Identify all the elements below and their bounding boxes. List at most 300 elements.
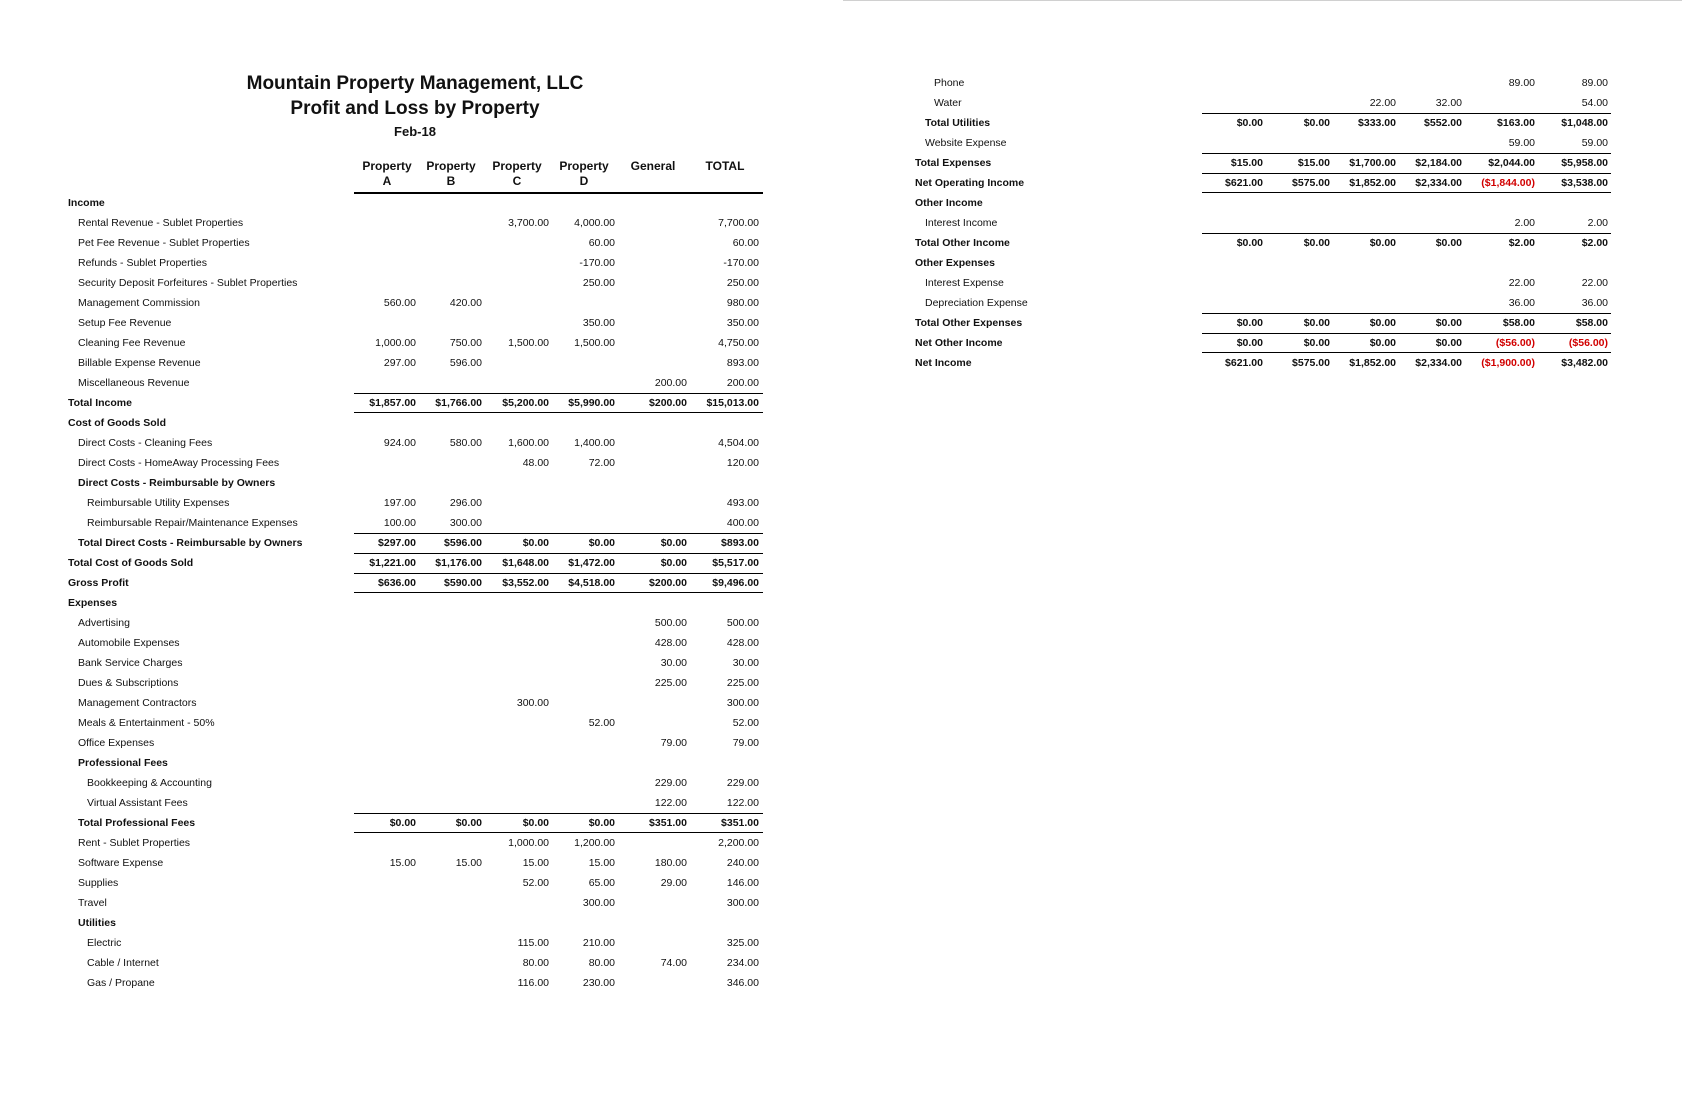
row-value-col-6: 146.00	[726, 877, 759, 889]
report-row	[68, 953, 768, 973]
column-header-line2: D	[579, 174, 589, 188]
row-label: Website Expense	[925, 137, 1007, 149]
row-value-col-6: 250.00	[726, 277, 759, 289]
row-label: Total Expenses	[915, 157, 992, 169]
row-label: Supplies	[78, 877, 119, 889]
row-label: Total Direct Costs - Reimbursable by Owners	[78, 537, 303, 549]
row-value-col-5: 89.00	[1508, 77, 1535, 89]
report-row	[68, 493, 768, 513]
row-label: Rent - Sublet Properties	[78, 837, 191, 849]
report-row	[68, 733, 768, 753]
subtotal-rule	[354, 533, 763, 534]
row-label: Direct Costs - HomeAway Processing Fees	[78, 457, 280, 469]
report-row	[915, 73, 1615, 93]
row-value-col-4: 4,000.00	[574, 217, 615, 229]
row-value-col-1: $297.00	[378, 537, 416, 549]
row-value-col-4: $1,472.00	[568, 557, 615, 569]
row-label: Bookkeeping & Accounting	[87, 777, 212, 789]
row-label: Rental Revenue - Sublet Properties	[78, 217, 244, 229]
row-value-col-6: 79.00	[732, 737, 759, 749]
column-header-line1: Property	[559, 159, 609, 173]
row-value-col-4: $0.00	[1435, 237, 1462, 249]
row-value-col-1: $0.00	[1236, 317, 1263, 329]
column-header-line2: TOTAL	[705, 159, 745, 173]
row-label: Professional Fees	[78, 757, 168, 769]
report-row	[68, 413, 768, 433]
report-row	[68, 453, 768, 473]
row-label: Total Utilities	[925, 117, 991, 129]
row-value-col-4: 1,400.00	[574, 437, 615, 449]
report-row	[68, 253, 768, 273]
column-header-property-a	[356, 159, 418, 189]
row-value-col-6: 980.00	[726, 297, 759, 309]
row-value-col-6: $5,958.00	[1561, 157, 1608, 169]
row-value-col-5: 122.00	[654, 797, 687, 809]
row-value-col-4: 65.00	[588, 877, 615, 889]
row-label: Gas / Propane	[87, 977, 155, 989]
row-label: Utilities	[78, 917, 116, 929]
row-value-col-3: 300.00	[516, 697, 549, 709]
row-value-col-3: $5,200.00	[502, 397, 549, 409]
row-label: Expenses	[68, 597, 118, 609]
report-row	[915, 313, 1615, 333]
row-value-col-3: $0.00	[1369, 237, 1396, 249]
report-row	[915, 153, 1615, 173]
row-label: Total Income	[68, 397, 132, 409]
row-value-col-6: 893.00	[726, 357, 759, 369]
column-header-line2: General	[630, 159, 676, 173]
row-value-col-6: $351.00	[721, 817, 759, 829]
report-row	[68, 193, 768, 213]
row-value-col-4: 15.00	[588, 857, 615, 869]
row-value-col-4: 230.00	[582, 977, 615, 989]
row-label: Office Expenses	[78, 737, 155, 749]
row-value-col-3: 52.00	[522, 877, 549, 889]
row-value-col-2: $0.00	[1303, 117, 1330, 129]
row-value-col-6: 225.00	[726, 677, 759, 689]
row-value-col-2: $575.00	[1292, 357, 1330, 369]
row-value-col-3: 116.00	[517, 977, 549, 989]
column-header-line1: Property	[492, 159, 542, 173]
row-value-col-6: 60.00	[732, 237, 759, 249]
report-row	[68, 753, 768, 773]
column-header-general	[620, 159, 686, 174]
row-value-col-5: ($1,900.00)	[1481, 357, 1535, 369]
row-value-col-4: 80.00	[588, 957, 615, 969]
report-row	[915, 113, 1615, 133]
row-value-col-5: 36.00	[1508, 297, 1535, 309]
report-row	[68, 533, 768, 553]
row-value-col-6: 4,504.00	[718, 437, 759, 449]
row-label: Meals & Entertainment - 50%	[78, 717, 215, 729]
row-value-col-3: $3,552.00	[502, 577, 549, 589]
row-value-col-2: 296.00	[449, 497, 482, 509]
row-value-col-4: $0.00	[588, 537, 615, 549]
row-value-col-2: 580.00	[449, 437, 482, 449]
subtotal-rule	[354, 573, 763, 574]
row-value-col-2: $0.00	[1303, 317, 1330, 329]
report-row	[68, 613, 768, 633]
row-value-col-5: 200.00	[654, 377, 687, 389]
row-value-col-4: 60.00	[588, 237, 615, 249]
row-value-col-3: $0.00	[522, 537, 549, 549]
row-value-col-1: $621.00	[1225, 177, 1263, 189]
row-value-col-4: $552.00	[1424, 117, 1462, 129]
row-value-col-5: 229.00	[654, 777, 687, 789]
row-value-col-6: 350.00	[726, 317, 759, 329]
row-label: Other Income	[915, 197, 983, 209]
row-value-col-6: 2,200.00	[718, 837, 759, 849]
row-value-col-6: 89.00	[1581, 77, 1608, 89]
report-row	[915, 233, 1615, 253]
report-period: Feb-18	[394, 124, 436, 139]
row-label: Other Expenses	[915, 257, 995, 269]
row-value-col-6: 346.00	[726, 977, 759, 989]
row-value-col-5: $0.00	[660, 537, 687, 549]
row-label: Billable Expense Revenue	[78, 357, 201, 369]
subtotal-rule	[1202, 313, 1611, 314]
row-value-col-6: 7,700.00	[718, 217, 759, 229]
report-row	[68, 693, 768, 713]
row-value-col-6: 300.00	[726, 697, 759, 709]
row-value-col-3: 115.00	[517, 937, 549, 949]
row-label: Total Cost of Goods Sold	[68, 557, 194, 569]
row-value-col-6: 493.00	[726, 497, 759, 509]
row-label: Total Other Income	[915, 237, 1010, 249]
row-value-col-3: $1,852.00	[1349, 177, 1396, 189]
report-row	[915, 353, 1615, 373]
report-row	[68, 913, 768, 933]
row-value-col-1: $15.00	[1230, 157, 1263, 169]
row-value-col-6: $3,538.00	[1561, 177, 1608, 189]
report-row	[915, 93, 1615, 113]
row-value-col-2: $15.00	[1297, 157, 1330, 169]
report-title: Profit and Loss by Property	[290, 98, 540, 119]
report-row	[68, 433, 768, 453]
column-header-property-b	[420, 159, 482, 189]
row-value-col-4: 52.00	[588, 717, 615, 729]
report-row	[68, 293, 768, 313]
row-value-col-6: 52.00	[732, 717, 759, 729]
row-value-col-5: 59.00	[1508, 137, 1535, 149]
report-row	[915, 333, 1615, 353]
row-value-col-5: $2,044.00	[1488, 157, 1535, 169]
row-value-col-6: $58.00	[1575, 317, 1608, 329]
report-row	[68, 873, 768, 893]
report-row	[915, 193, 1615, 213]
row-value-col-2: $1,176.00	[435, 557, 482, 569]
report-row	[68, 653, 768, 673]
subtotal-rule	[354, 393, 763, 394]
row-value-col-6: 400.00	[726, 517, 759, 529]
row-value-col-6: 22.00	[1581, 277, 1608, 289]
row-value-col-6: 4,750.00	[718, 337, 759, 349]
row-value-col-5: 500.00	[654, 617, 687, 629]
report-row	[68, 473, 768, 493]
row-label: Interest Expense	[925, 277, 1004, 289]
row-value-col-1: 100.00	[383, 517, 416, 529]
row-value-col-3: $0.00	[1369, 317, 1396, 329]
subtotal-rule	[1202, 173, 1611, 174]
row-value-col-5: 29.00	[660, 877, 687, 889]
column-header-line2: B	[446, 174, 456, 188]
row-value-col-4: 32.00	[1435, 97, 1462, 109]
row-value-col-4: 72.00	[588, 457, 615, 469]
row-value-col-5: 2.00	[1514, 217, 1535, 229]
report-row	[68, 573, 768, 593]
row-value-col-1: 15.00	[389, 857, 416, 869]
row-value-col-5: $0.00	[660, 557, 687, 569]
report-row	[68, 373, 768, 393]
row-label: Management Commission	[78, 297, 200, 309]
row-value-col-5: 180.00	[654, 857, 687, 869]
row-label: Management Contractors	[78, 697, 197, 709]
row-label: Electric	[87, 937, 122, 949]
row-value-col-5: $351.00	[649, 817, 687, 829]
row-label: Water	[934, 97, 962, 109]
row-value-col-5: 225.00	[654, 677, 687, 689]
row-value-col-1: $621.00	[1225, 357, 1263, 369]
report-row	[915, 273, 1615, 293]
row-value-col-4: -170.00	[579, 257, 615, 269]
report-row	[68, 393, 768, 413]
subtotal-rule	[1202, 113, 1611, 114]
report-row	[68, 933, 768, 953]
row-value-col-6: $5,517.00	[712, 557, 759, 569]
report-row	[915, 253, 1615, 273]
report-row	[68, 833, 768, 853]
row-value-col-6: 300.00	[726, 897, 759, 909]
report-row	[68, 773, 768, 793]
row-value-col-6: $9,496.00	[712, 577, 759, 589]
row-label: Miscellaneous Revenue	[78, 377, 190, 389]
row-label: Reimbursable Repair/Maintenance Expenses	[87, 517, 298, 529]
row-value-col-1: $0.00	[1236, 337, 1263, 349]
row-value-col-3: 3,700.00	[508, 217, 549, 229]
row-value-col-4: 1,500.00	[574, 337, 615, 349]
row-value-col-6: $15,013.00	[706, 397, 759, 409]
subtotal-rule	[1202, 333, 1611, 334]
row-value-col-1: $1,857.00	[369, 397, 416, 409]
row-value-col-2: 596.00	[449, 357, 482, 369]
row-label: Net Income	[915, 357, 972, 369]
row-label: Income	[68, 197, 105, 209]
row-value-col-3: $1,700.00	[1349, 157, 1396, 169]
row-value-col-2: 300.00	[449, 517, 482, 529]
row-label: Total Other Expenses	[915, 317, 1023, 329]
row-value-col-4: $2,334.00	[1415, 357, 1462, 369]
report-row	[68, 553, 768, 573]
report-row	[68, 633, 768, 653]
row-label: Phone	[934, 77, 965, 89]
row-value-col-1: 297.00	[383, 357, 416, 369]
row-value-col-2: $596.00	[444, 537, 482, 549]
report-row	[915, 173, 1615, 193]
row-label: Refunds - Sublet Properties	[78, 257, 207, 269]
row-value-col-3: 48.00	[522, 457, 549, 469]
row-value-col-3: 15.00	[522, 857, 549, 869]
report-row	[68, 973, 768, 993]
column-header-total	[692, 159, 758, 174]
row-value-col-1: $1,221.00	[369, 557, 416, 569]
report-row	[68, 273, 768, 293]
report-row	[68, 333, 768, 353]
row-value-col-5: ($56.00)	[1495, 337, 1535, 349]
row-label: Interest Income	[925, 217, 998, 229]
row-value-col-6: 36.00	[1581, 297, 1608, 309]
row-label: Total Professional Fees	[78, 817, 196, 829]
row-value-col-5: 30.00	[660, 657, 687, 669]
row-value-col-3: $0.00	[522, 817, 549, 829]
report-row	[68, 893, 768, 913]
row-value-col-6: 234.00	[726, 957, 759, 969]
row-value-col-3: $1,648.00	[502, 557, 549, 569]
row-value-col-6: 325.00	[726, 937, 759, 949]
row-label: Net Operating Income	[915, 177, 1025, 189]
row-value-col-6: $2.00	[1581, 237, 1608, 249]
row-label: Gross Profit	[68, 577, 129, 589]
column-header-property-d	[553, 159, 615, 189]
row-value-col-4: 250.00	[582, 277, 615, 289]
row-value-col-4: $2,334.00	[1415, 177, 1462, 189]
report-row	[915, 133, 1615, 153]
row-value-col-1: $0.00	[1236, 237, 1263, 249]
row-value-col-6: 54.00	[1581, 97, 1608, 109]
report-row	[68, 713, 768, 733]
row-label: Cleaning Fee Revenue	[78, 337, 186, 349]
page-divider-line	[843, 0, 1682, 1]
row-value-col-3: $333.00	[1358, 117, 1396, 129]
subtotal-rule	[354, 553, 763, 554]
row-value-col-2: $590.00	[444, 577, 482, 589]
row-label: Setup Fee Revenue	[78, 317, 172, 329]
row-value-col-6: 229.00	[726, 777, 759, 789]
row-value-col-2: $0.00	[1303, 337, 1330, 349]
row-label: Direct Costs - Cleaning Fees	[78, 437, 213, 449]
row-value-col-3: 1,000.00	[508, 837, 549, 849]
row-label: Reimbursable Utility Expenses	[87, 497, 230, 509]
column-header-property-c	[486, 159, 548, 189]
row-value-col-6: $893.00	[721, 537, 759, 549]
subtotal-rule	[1202, 153, 1611, 154]
company-name: Mountain Property Management, LLC	[246, 73, 584, 94]
report-row	[915, 213, 1615, 233]
report-row	[68, 793, 768, 813]
row-value-col-5: 79.00	[660, 737, 687, 749]
row-value-col-2: $1,766.00	[435, 397, 482, 409]
row-value-col-5: $163.00	[1497, 117, 1535, 129]
row-label: Advertising	[78, 617, 130, 629]
row-value-col-6: 30.00	[732, 657, 759, 669]
subtotal-rule	[354, 813, 763, 814]
row-label: Virtual Assistant Fees	[87, 797, 188, 809]
row-value-col-6: $1,048.00	[1561, 117, 1608, 129]
report-row	[68, 513, 768, 533]
row-value-col-3: $1,852.00	[1349, 357, 1396, 369]
report-row	[68, 813, 768, 833]
row-value-col-1: 1,000.00	[375, 337, 416, 349]
row-value-col-5: 74.00	[660, 957, 687, 969]
row-value-col-6: 428.00	[726, 637, 759, 649]
row-value-col-1: $636.00	[378, 577, 416, 589]
row-value-col-4: 210.00	[582, 937, 615, 949]
row-value-col-6: 200.00	[726, 377, 759, 389]
row-value-col-3: $0.00	[1369, 337, 1396, 349]
row-value-col-4: 1,200.00	[574, 837, 615, 849]
row-value-col-3: 1,500.00	[508, 337, 549, 349]
row-value-col-1: 197.00	[383, 497, 416, 509]
row-label: Security Deposit Forfeitures - Sublet Properties	[78, 277, 298, 289]
report-row	[68, 673, 768, 693]
row-value-col-5: $58.00	[1502, 317, 1535, 329]
row-label: Dues & Subscriptions	[78, 677, 179, 689]
row-value-col-2: $0.00	[455, 817, 482, 829]
report-row	[68, 213, 768, 233]
row-value-col-5: $200.00	[649, 577, 687, 589]
subtotal-rule	[1202, 233, 1611, 234]
row-value-col-6: 240.00	[726, 857, 759, 869]
row-label: Pet Fee Revenue - Sublet Properties	[78, 237, 250, 249]
row-value-col-5: $200.00	[649, 397, 687, 409]
row-label: Net Other Income	[915, 337, 1003, 349]
row-value-col-3: 80.00	[522, 957, 549, 969]
row-value-col-3: 1,600.00	[508, 437, 549, 449]
row-label: Direct Costs - Reimbursable by Owners	[78, 477, 276, 489]
row-value-col-2: 15.00	[455, 857, 482, 869]
row-value-col-6: $3,482.00	[1561, 357, 1608, 369]
row-value-col-4: $0.00	[1435, 337, 1462, 349]
report-row	[68, 353, 768, 373]
row-value-col-4: 300.00	[582, 897, 615, 909]
row-value-col-2: 750.00	[449, 337, 482, 349]
row-value-col-4: $5,990.00	[568, 397, 615, 409]
report-row	[915, 293, 1615, 313]
row-label: Software Expense	[78, 857, 164, 869]
row-value-col-6: 500.00	[726, 617, 759, 629]
row-value-col-5: 428.00	[654, 637, 687, 649]
row-value-col-6: 120.00	[726, 457, 759, 469]
column-header-line1: Property	[362, 159, 412, 173]
row-value-col-4: 350.00	[582, 317, 615, 329]
row-value-col-5: 22.00	[1508, 277, 1535, 289]
row-value-col-5: ($1,844.00)	[1481, 177, 1535, 189]
row-value-col-2: $575.00	[1292, 177, 1330, 189]
row-value-col-6: ($56.00)	[1568, 337, 1608, 349]
row-value-col-6: 59.00	[1581, 137, 1608, 149]
row-value-col-1: 924.00	[383, 437, 416, 449]
row-label: Depreciation Expense	[925, 297, 1028, 309]
report-row	[68, 593, 768, 613]
row-value-col-1: $0.00	[1236, 117, 1263, 129]
report-row	[68, 313, 768, 333]
row-value-col-5: $2.00	[1508, 237, 1535, 249]
row-value-col-4: $2,184.00	[1415, 157, 1462, 169]
row-value-col-2: $0.00	[1303, 237, 1330, 249]
row-value-col-1: 560.00	[383, 297, 416, 309]
row-value-col-6: -170.00	[723, 257, 759, 269]
row-label: Cost of Goods Sold	[68, 417, 166, 429]
row-label: Cable / Internet	[87, 957, 159, 969]
row-value-col-6: 2.00	[1587, 217, 1608, 229]
row-value-col-1: $0.00	[389, 817, 416, 829]
column-header-line1: Property	[426, 159, 476, 173]
row-value-col-6: 122.00	[726, 797, 759, 809]
row-value-col-4: $4,518.00	[568, 577, 615, 589]
row-label: Automobile Expenses	[78, 637, 180, 649]
report-row	[68, 233, 768, 253]
row-value-col-2: 420.00	[449, 297, 482, 309]
row-value-col-4: $0.00	[1435, 317, 1462, 329]
